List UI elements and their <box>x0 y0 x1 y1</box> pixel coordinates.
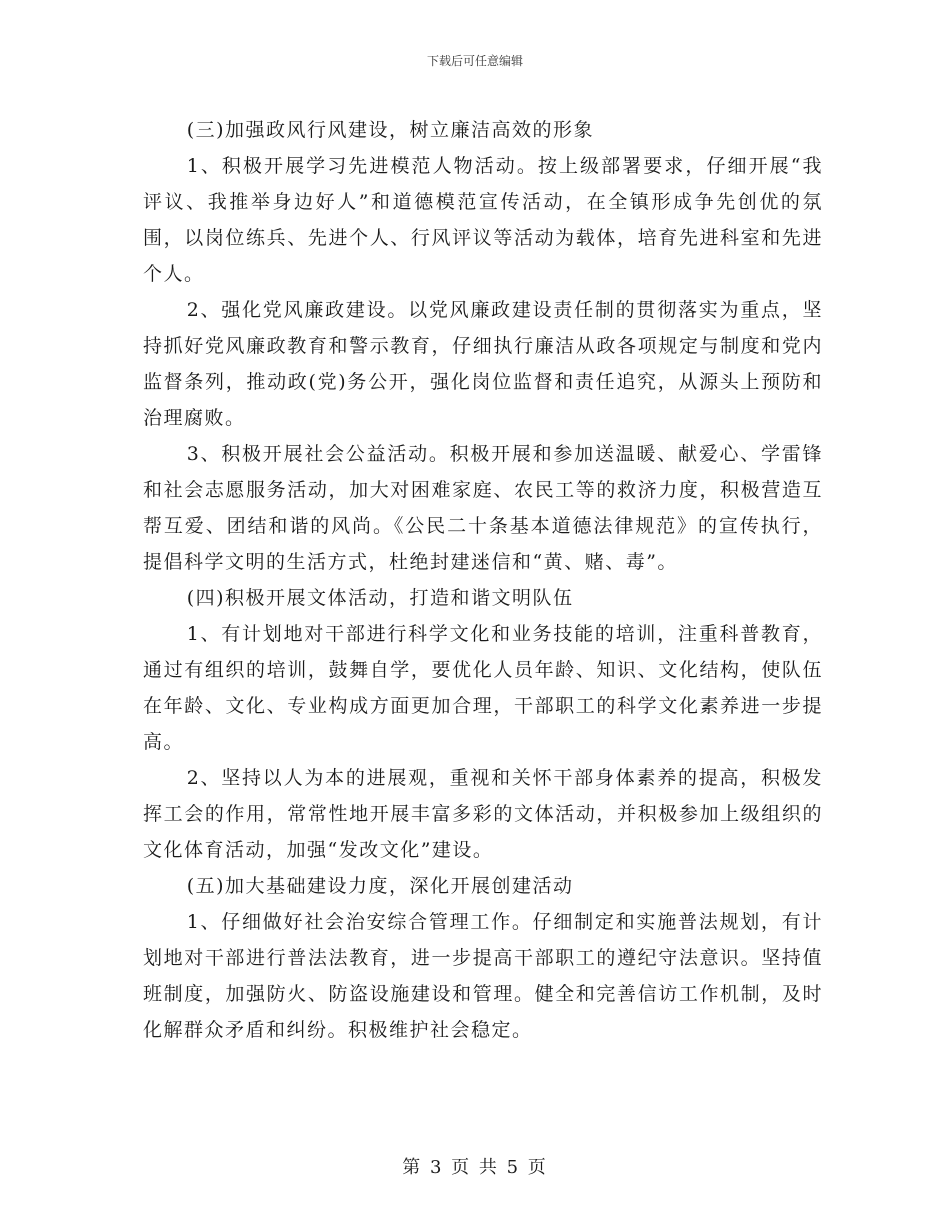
section-heading-3: (三)加强政风行风建设，树立廉洁高效的形象 <box>186 119 595 141</box>
section-heading-5: (五)加大基础建设力度，深化开展创建活动 <box>186 875 574 897</box>
page-number-footer: 第 3 页 共 5 页 <box>402 1157 548 1178</box>
paragraph: 1、仔细做好社会治安综合管理工作。仔细制定和实施普法规划，有计划地对干部进行普法法教育，进一步提高干部职工的遵纪守法意识。坚持值班制度，加强防火、防盗设施建设和管理。健全和完善信访工作机制，及时化解群众矛盾和纠纷。积极维护社会稳定。 <box>143 911 823 1041</box>
section-heading-4: (四)积极开展文体活动，打造和谐文明队伍 <box>186 587 574 609</box>
paragraph: 2、坚持以人为本的进展观，重视和关怀干部身体素养的提高，积极发挥工会的作用，常常性地开展丰富多彩的文体活动，并积极参加上级组织的文化体育活动，加强“发改文化”建设。 <box>143 767 823 861</box>
paragraph: 1、有计划地对干部进行科学文化和业务技能的培训，注重科普教育，通过有组织的培训，鼓舞自学，要优化人员年龄、知识、文化结构，使队伍在年龄、文化、专业构成方面更加合理，干部职工的科学文化素养进一步提高。 <box>143 623 823 753</box>
paragraph: 1、积极开展学习先进模范人物活动。按上级部署要求，仔细开展“我评议、我推举身边好人”和道德模范宣传活动，在全镇形成争先创优的氛围，以岗位练兵、先进个人、行风评议等活动为载体，培育先进科室和先进个人。 <box>143 155 823 285</box>
paragraph: 2、强化党风廉政建设。以党风廉政建设责任制的贯彻落实为重点，坚持抓好党风廉政教育和警示教育，仔细执行廉洁从政各项规定与制度和党内监督条列，推动政(党)务公开，强化岗位监督和责任追究，从源头上预防和治理腐败。 <box>143 299 823 429</box>
page-header-note: 下载后可任意编辑 <box>426 54 523 68</box>
paragraph: 3、积极开展社会公益活动。积极开展和参加送温暖、献爱心、学雷锋和社会志愿服务活动，加大对困难家庭、农民工等的救济力度，积极营造互帮互爱、团结和谐的风尚。《公民二十条基本道德法律规范》的宣传执行，提倡科学文明的生活方式，杜绝封建迷信和“黄、赌、毒”。 <box>143 443 823 573</box>
document-body <box>143 112 823 1048</box>
